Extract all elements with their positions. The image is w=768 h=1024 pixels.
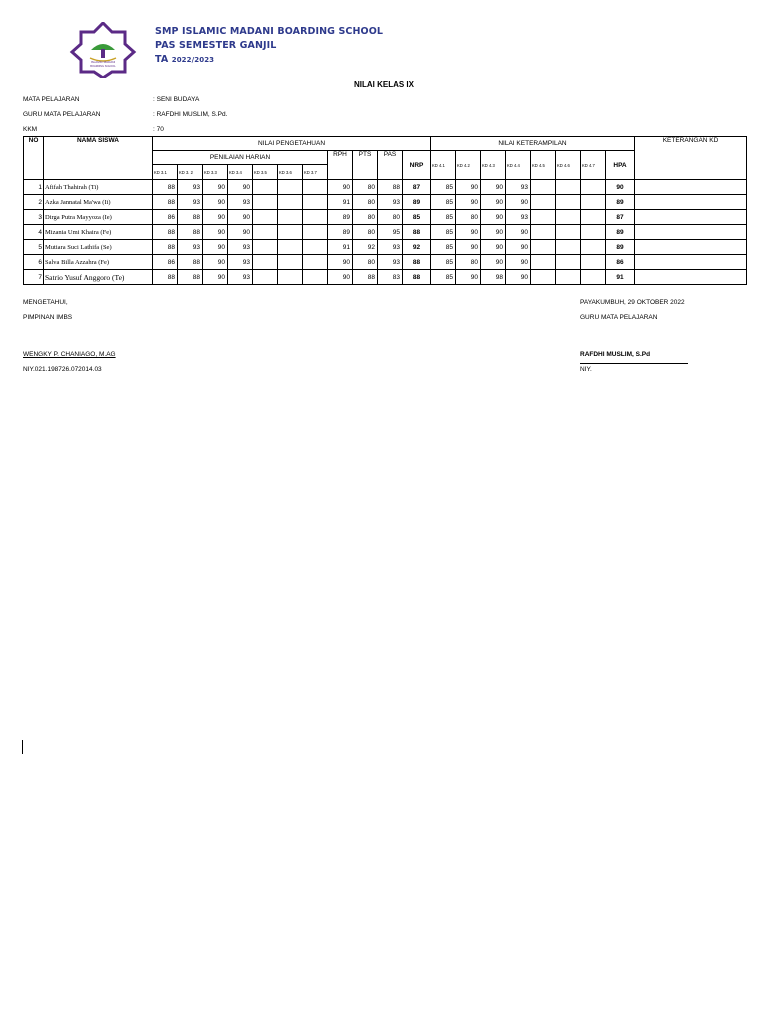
kd-keterampilan-score (581, 225, 606, 240)
kd-pengetahuan-score: 93 (228, 195, 253, 210)
kd-pengetahuan-score: 93 (178, 195, 203, 210)
kd-keterampilan-score: 90 (481, 225, 506, 240)
row-number: 7 (24, 270, 44, 285)
row-number: 6 (24, 255, 44, 270)
kd-keterampilan-score: 90 (456, 240, 481, 255)
kd-pengetahuan-score: 86 (153, 255, 178, 270)
nrp-score: 89 (403, 195, 431, 210)
header-kd-4-5: KD 4.5 (531, 151, 556, 180)
kd-keterampilan-score: 85 (431, 225, 456, 240)
header-pengetahuan: NILAI PENGETAHUAN (153, 137, 431, 151)
header-keterangan: KETERANGAN KD (635, 137, 747, 180)
kd-pengetahuan-score: 88 (178, 270, 203, 285)
school-header (155, 25, 383, 67)
keterangan-kd (635, 255, 747, 270)
kd-keterampilan-score (556, 225, 581, 240)
pas-score: 95 (378, 225, 403, 240)
hpa-score: 91 (606, 270, 635, 285)
student-name: Mizania Umi Khaira (Fe) (44, 225, 153, 240)
text-cursor (22, 740, 23, 754)
exam-name: PAS SEMESTER GANJIL (155, 40, 277, 51)
student-name: Afifah Thahirah (Ti) (44, 180, 153, 195)
kd-pengetahuan-score: 88 (178, 255, 203, 270)
kd-keterampilan-score: 85 (431, 210, 456, 225)
kd-pengetahuan-score (303, 225, 328, 240)
kd-keterampilan-score: 85 (431, 240, 456, 255)
kd-keterampilan-score (531, 255, 556, 270)
rph-score: 90 (328, 270, 353, 285)
sig-right-id: NIY. (580, 366, 592, 373)
meta-value-teacher: : RAFDHI MUSLIM, S.Pd. (153, 111, 228, 118)
svg-text:ISLAMIC MADANI: ISLAMIC MADANI (90, 60, 116, 64)
kd-keterampilan-score (556, 180, 581, 195)
sig-right-line1: PAYAKUMBUH, 29 OKTOBER 2022 (580, 299, 685, 306)
kd-keterampilan-score (581, 180, 606, 195)
pas-score: 93 (378, 195, 403, 210)
kd-keterampilan-score (556, 255, 581, 270)
student-name: Satrio Yusuf Anggoro (Te) (44, 270, 153, 285)
kd-keterampilan-score: 85 (431, 195, 456, 210)
kd-pengetahuan-score: 90 (203, 195, 228, 210)
kd-pengetahuan-score (303, 180, 328, 195)
keterangan-kd (635, 240, 747, 255)
table-row (24, 255, 747, 270)
kd-keterampilan-score: 90 (481, 180, 506, 195)
student-name: Salva Billa Azzahra (Fe) (44, 255, 153, 270)
kd-keterampilan-score (531, 270, 556, 285)
header-no: NO (24, 137, 44, 180)
kd-keterampilan-score: 85 (431, 180, 456, 195)
header-penilaian-harian: PENILAIAN HARIAN (153, 151, 328, 165)
kd-pengetahuan-score (253, 225, 278, 240)
pts-score: 80 (353, 180, 378, 195)
kd-keterampilan-score: 80 (456, 255, 481, 270)
pas-score: 88 (378, 180, 403, 195)
sig-left-line1: MENGETAHUI, (23, 299, 68, 306)
kd-keterampilan-score (531, 225, 556, 240)
kd-pengetahuan-score (303, 240, 328, 255)
kd-pengetahuan-score (278, 195, 303, 210)
kd-keterampilan-score (556, 195, 581, 210)
header-pts: PTS (353, 151, 378, 180)
kd-pengetahuan-score: 88 (178, 225, 203, 240)
rph-score: 91 (328, 240, 353, 255)
header-kd-4-4: KD 4.4 (506, 151, 531, 180)
kd-pengetahuan-score (253, 180, 278, 195)
hpa-score: 89 (606, 195, 635, 210)
kd-pengetahuan-score (303, 195, 328, 210)
header-kd-3-1: KD 3.1 (153, 165, 178, 180)
document-title: NILAI KELAS IX (353, 80, 414, 89)
header-kd-3-3: KD 3.3 (203, 165, 228, 180)
header-kd-3-4: KD 3.4 (228, 165, 253, 180)
sig-left-name: WENGKY P. CHANIAGO, M.AG (23, 351, 116, 358)
kd-keterampilan-score: 90 (456, 180, 481, 195)
kd-keterampilan-score (581, 210, 606, 225)
student-name: Dirga Putra Mayyoza (Ie) (44, 210, 153, 225)
header-kd-3-2: KD 3. 2 (178, 165, 203, 180)
sig-right-line2: GURU MATA PELAJARAN (580, 314, 658, 321)
kd-pengetahuan-score (278, 225, 303, 240)
row-number: 3 (24, 210, 44, 225)
rph-score: 90 (328, 180, 353, 195)
kd-pengetahuan-score: 90 (203, 240, 228, 255)
kd-keterampilan-score (531, 180, 556, 195)
row-number: 1 (24, 180, 44, 195)
school-logo-icon (68, 22, 138, 78)
header-kd-3-7: KD 3.7 (303, 165, 328, 180)
meta-value-subject: : SENI BUDAYA (153, 96, 200, 103)
kd-pengetahuan-score (303, 270, 328, 285)
header-kd-4-7: KD 4.7 (581, 151, 606, 180)
kd-pengetahuan-score: 88 (153, 240, 178, 255)
kd-keterampilan-score: 98 (481, 270, 506, 285)
kd-keterampilan-score (581, 255, 606, 270)
header-rph: RPH (328, 151, 353, 180)
keterangan-kd (635, 195, 747, 210)
kd-pengetahuan-score (253, 270, 278, 285)
nrp-score: 92 (403, 240, 431, 255)
kd-pengetahuan-score (278, 240, 303, 255)
kd-pengetahuan-score: 90 (228, 180, 253, 195)
kd-pengetahuan-score: 90 (203, 270, 228, 285)
kd-pengetahuan-score (303, 255, 328, 270)
pas-score: 93 (378, 255, 403, 270)
kd-pengetahuan-score (278, 255, 303, 270)
kd-keterampilan-score: 90 (506, 240, 531, 255)
kd-pengetahuan-score: 93 (228, 270, 253, 285)
pts-score: 80 (353, 225, 378, 240)
sig-right-name: RAFDHI MUSLIM, S.Pd (580, 351, 651, 358)
kd-pengetahuan-score: 93 (178, 240, 203, 255)
kd-keterampilan-score: 90 (456, 270, 481, 285)
student-name: Mutiara Suci Lathifa (Se) (44, 240, 153, 255)
pts-score: 80 (353, 195, 378, 210)
kd-pengetahuan-score: 90 (203, 255, 228, 270)
keterangan-kd (635, 270, 747, 285)
meta-label-subject: MATA PELAJARAN (23, 96, 80, 103)
hpa-score: 87 (606, 210, 635, 225)
table-row (24, 210, 747, 225)
kd-keterampilan-score: 93 (506, 180, 531, 195)
table-row (24, 180, 747, 195)
table-row (24, 240, 747, 255)
header-keterampilan: NILAI KETERAMPILAN (431, 137, 635, 151)
header-pas: PAS (378, 151, 403, 180)
sig-left-line2: PIMPINAN IMBS (23, 314, 73, 321)
kd-pengetahuan-score: 88 (153, 270, 178, 285)
kd-keterampilan-score: 90 (456, 225, 481, 240)
kd-pengetahuan-score (278, 210, 303, 225)
kd-keterampilan-score: 90 (456, 195, 481, 210)
rph-score: 89 (328, 225, 353, 240)
kd-pengetahuan-score: 88 (178, 210, 203, 225)
row-number: 4 (24, 225, 44, 240)
meta-label-kkm: KKM (23, 126, 38, 133)
kd-pengetahuan-score: 86 (153, 210, 178, 225)
header-kd-4-6: KD 4.6 (556, 151, 581, 180)
pas-score: 93 (378, 240, 403, 255)
kd-keterampilan-score: 93 (506, 210, 531, 225)
hpa-score: 89 (606, 225, 635, 240)
student-name: Azka Jannatal Ma'wa (Ii) (44, 195, 153, 210)
kd-keterampilan-score: 85 (431, 270, 456, 285)
meta-value-kkm: : 70 (153, 126, 164, 133)
kd-keterampilan-score (581, 270, 606, 285)
kd-keterampilan-score (531, 195, 556, 210)
kd-keterampilan-score: 90 (506, 255, 531, 270)
header-nrp: NRP (403, 151, 431, 180)
kd-pengetahuan-score: 88 (153, 195, 178, 210)
kd-pengetahuan-score (278, 270, 303, 285)
kd-keterampilan-score (581, 240, 606, 255)
header-hpa: HPA (606, 151, 635, 180)
keterangan-kd (635, 210, 747, 225)
table-row (24, 225, 747, 240)
kd-pengetahuan-score (253, 240, 278, 255)
meta-label-teacher: GURU MATA PELAJARAN (23, 111, 101, 118)
hpa-score: 90 (606, 180, 635, 195)
pts-score: 80 (353, 255, 378, 270)
header-name: NAMA SISWA (44, 137, 153, 180)
header-kd-3-6: KD 3.6 (278, 165, 303, 180)
table-row (24, 195, 747, 210)
kd-keterampilan-score: 90 (506, 225, 531, 240)
rph-score: 91 (328, 195, 353, 210)
kd-pengetahuan-score: 90 (203, 180, 228, 195)
hpa-score: 89 (606, 240, 635, 255)
rph-score: 90 (328, 255, 353, 270)
kd-keterampilan-score: 85 (431, 255, 456, 270)
keterangan-kd (635, 180, 747, 195)
sig-left-id: NIY.021.198726.072014.03 (23, 366, 102, 373)
kd-keterampilan-score: 90 (506, 270, 531, 285)
keterangan-kd (635, 225, 747, 240)
nrp-score: 85 (403, 210, 431, 225)
kd-keterampilan-score: 90 (481, 210, 506, 225)
pas-score: 83 (378, 270, 403, 285)
kd-pengetahuan-score (253, 210, 278, 225)
kd-pengetahuan-score: 90 (203, 225, 228, 240)
header-kd-3-5: KD 3.5 (253, 165, 278, 180)
kd-pengetahuan-score (253, 255, 278, 270)
nrp-score: 88 (403, 225, 431, 240)
pas-score: 80 (378, 210, 403, 225)
kd-keterampilan-score (531, 210, 556, 225)
academic-year: TA 2022/2023 (155, 54, 215, 65)
rph-score: 89 (328, 210, 353, 225)
row-number: 2 (24, 195, 44, 210)
kd-keterampilan-score (531, 240, 556, 255)
kd-pengetahuan-score (303, 210, 328, 225)
header-kd-4-2: KD 4.2 (456, 151, 481, 180)
grades-table (23, 136, 747, 285)
kd-pengetahuan-score: 93 (178, 180, 203, 195)
hpa-score: 86 (606, 255, 635, 270)
kd-pengetahuan-score: 88 (153, 225, 178, 240)
table-row (24, 270, 747, 285)
kd-keterampilan-score (581, 195, 606, 210)
nrp-score: 88 (403, 270, 431, 285)
kd-pengetahuan-score: 93 (228, 240, 253, 255)
nrp-score: 87 (403, 180, 431, 195)
kd-keterampilan-score (556, 210, 581, 225)
kd-pengetahuan-score (278, 180, 303, 195)
header-kd-4-3: KD 4.3 (481, 151, 506, 180)
kd-keterampilan-score: 90 (481, 195, 506, 210)
svg-text:BOARDING SCHOOL: BOARDING SCHOOL (90, 65, 116, 68)
pts-score: 92 (353, 240, 378, 255)
kd-pengetahuan-score: 90 (203, 210, 228, 225)
kd-pengetahuan-score: 90 (228, 225, 253, 240)
header-kd-4-1: KD 4.1 (431, 151, 456, 180)
kd-keterampilan-score: 80 (456, 210, 481, 225)
pts-score: 80 (353, 210, 378, 225)
pts-score: 88 (353, 270, 378, 285)
kd-keterampilan-score: 90 (506, 195, 531, 210)
grade-rows (24, 180, 747, 285)
kd-keterampilan-score: 90 (481, 240, 506, 255)
school-name: SMP ISLAMIC MADANI BOARDING SCHOOL (155, 26, 384, 37)
nrp-score: 88 (403, 255, 431, 270)
kd-keterampilan-score (556, 240, 581, 255)
kd-pengetahuan-score (253, 195, 278, 210)
row-number: 5 (24, 240, 44, 255)
sig-right-underline (580, 363, 688, 364)
kd-pengetahuan-score: 90 (228, 210, 253, 225)
kd-pengetahuan-score: 93 (228, 255, 253, 270)
kd-keterampilan-score (556, 270, 581, 285)
kd-pengetahuan-score: 88 (153, 180, 178, 195)
kd-keterampilan-score: 90 (481, 255, 506, 270)
